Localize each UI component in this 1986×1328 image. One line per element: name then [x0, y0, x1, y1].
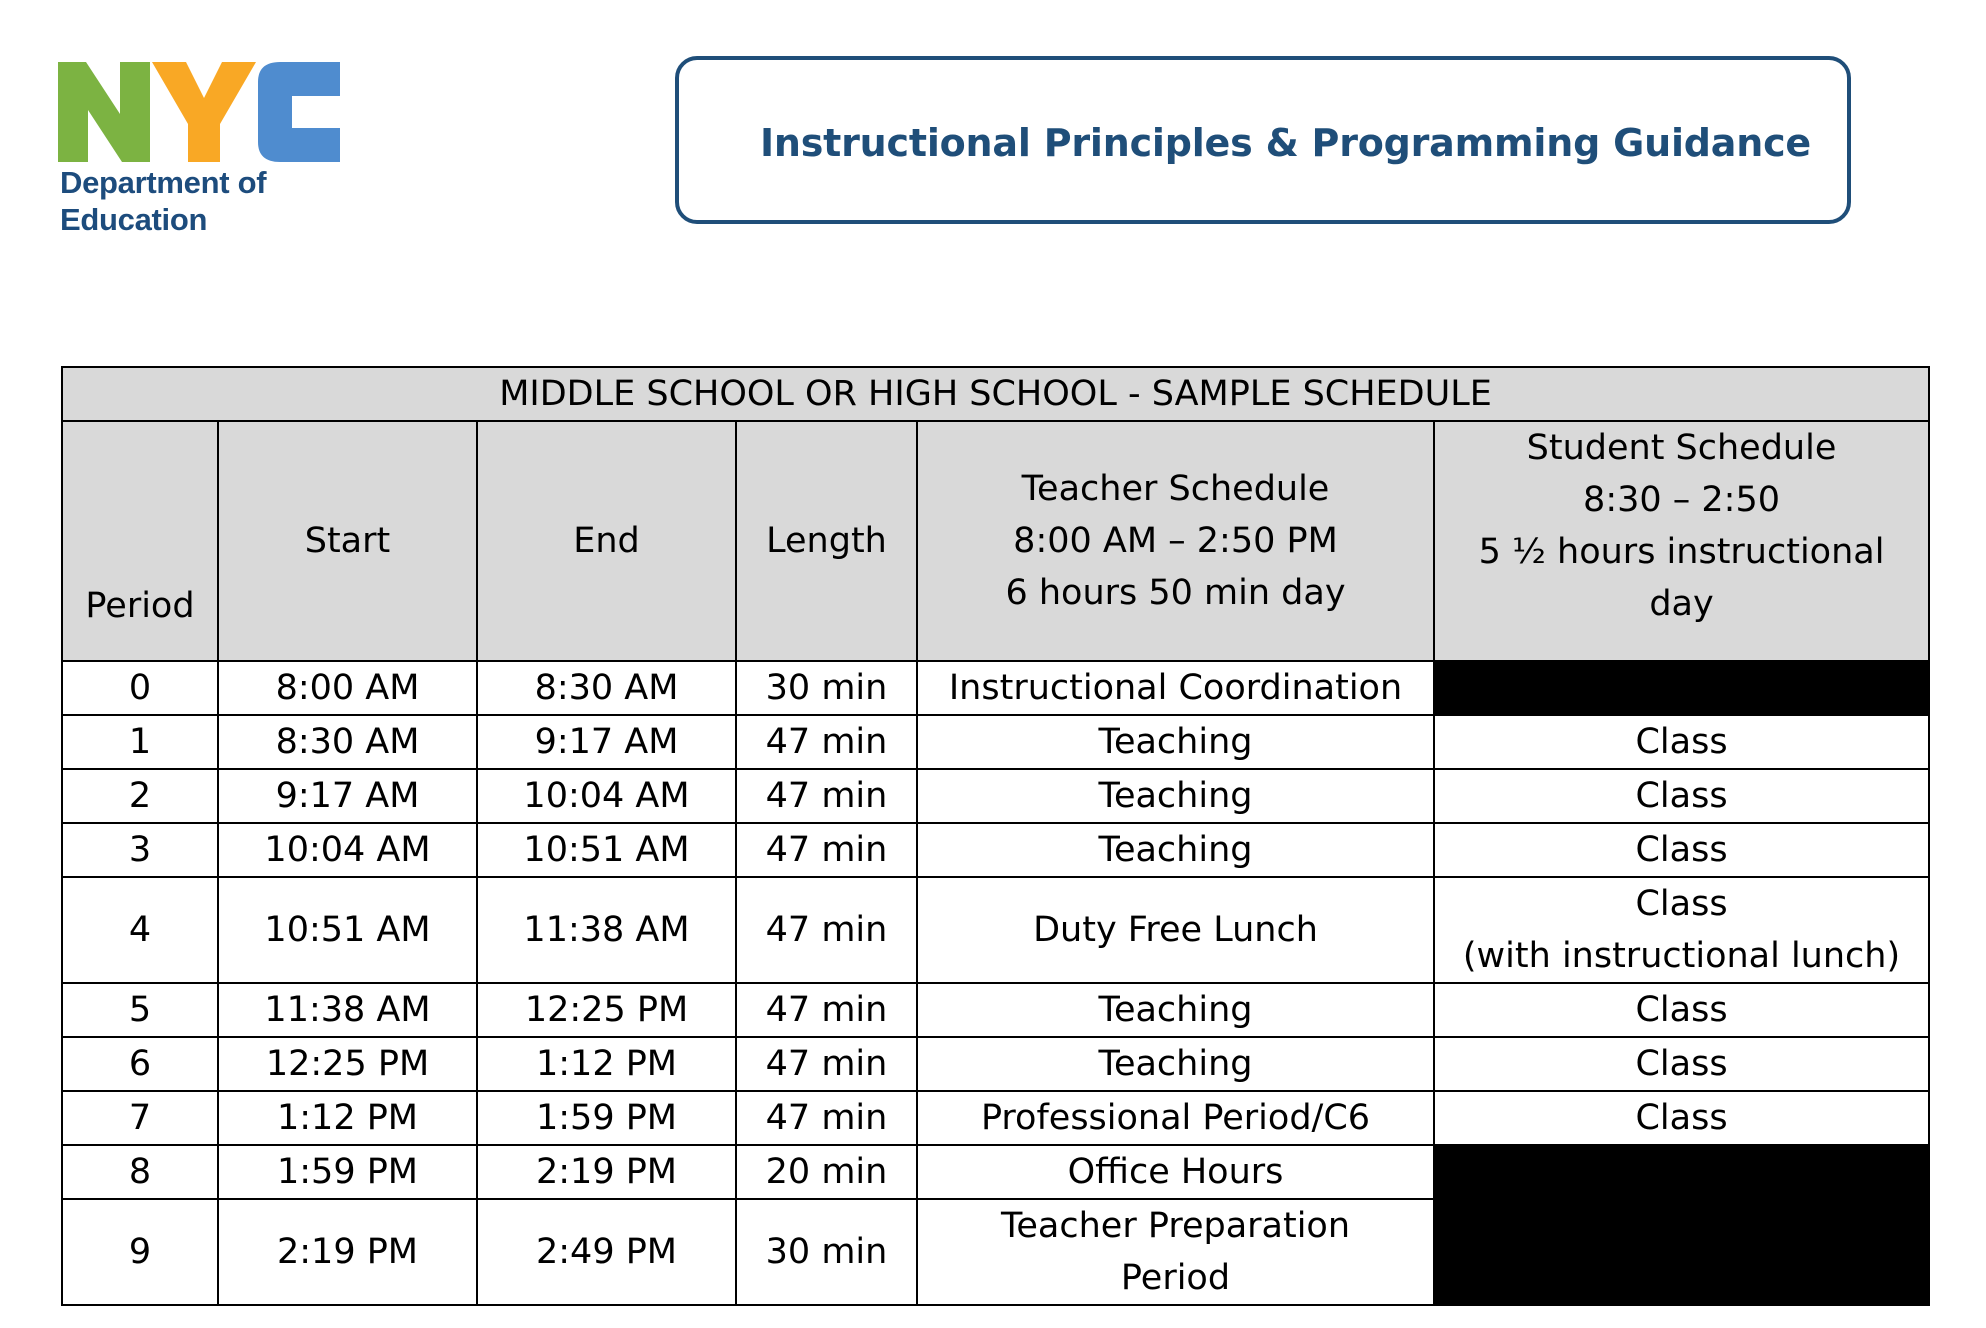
cell-student-schedule [1434, 877, 1929, 983]
teacher-activity: Teacher Preparation [1000, 1206, 1351, 1246]
cell-period: 7 [62, 1091, 218, 1145]
logo-letter-n [58, 62, 150, 162]
header-student-line: day [1649, 584, 1714, 624]
cell-teacher-schedule [917, 1037, 1434, 1091]
cell-period: 0 [62, 661, 218, 715]
table-row [62, 715, 1929, 769]
cell-teacher-schedule [917, 983, 1434, 1037]
cell-student-schedule [1434, 715, 1929, 769]
cell-length: 47 min [736, 823, 917, 877]
table-row [62, 877, 1929, 983]
cell-length: 47 min [736, 1037, 917, 1091]
cell-student-blackout [1434, 1145, 1929, 1199]
teacher-activity: Office Hours [1067, 1152, 1284, 1192]
cell-start: 2:19 PM [218, 1199, 477, 1305]
cell-teacher-schedule [917, 1091, 1434, 1145]
table-row [62, 1091, 1929, 1145]
title-box [675, 56, 1851, 224]
cell-teacher-schedule [917, 877, 1434, 983]
header-teacher-line: 6 hours 50 min day [1005, 573, 1346, 613]
student-activity: Class [1635, 776, 1728, 816]
cell-teacher-schedule [917, 661, 1434, 715]
cell-period: 5 [62, 983, 218, 1037]
student-activity: Class [1635, 1044, 1728, 1084]
teacher-activity: Teaching [1098, 830, 1253, 870]
cell-teacher-schedule [917, 1199, 1434, 1305]
table-caption-row [62, 367, 1929, 421]
table-header-row [62, 421, 1929, 661]
table-caption: MIDDLE SCHOOL OR HIGH SCHOOL - SAMPLE SCHEDULE [62, 367, 1929, 421]
table-row [62, 983, 1929, 1037]
table-row [62, 1145, 1929, 1199]
cell-start: 10:04 AM [218, 823, 477, 877]
cell-length: 30 min [736, 1199, 917, 1305]
logo-letter-y [152, 62, 256, 162]
nyc-doe-logo [58, 62, 358, 242]
cell-length: 20 min [736, 1145, 917, 1199]
cell-student-schedule [1434, 1037, 1929, 1091]
cell-period: 9 [62, 1199, 218, 1305]
cell-student-schedule [1434, 769, 1929, 823]
table-row [62, 1199, 1929, 1305]
student-activity: Class [1635, 1098, 1728, 1138]
cell-student-blackout [1434, 661, 1929, 715]
cell-start: 9:17 AM [218, 769, 477, 823]
teacher-activity: Teaching [1098, 990, 1253, 1030]
cell-student-schedule [1434, 1091, 1929, 1145]
header-student-line: 5 ½ hours instructional [1478, 532, 1885, 572]
header-length: Length [736, 421, 917, 661]
cell-start: 8:00 AM [218, 661, 477, 715]
student-activity: Class [1635, 722, 1728, 762]
cell-period: 1 [62, 715, 218, 769]
header-teacher-schedule [917, 421, 1434, 661]
logo-department-text [60, 164, 266, 238]
teacher-activity: Teaching [1098, 1044, 1253, 1084]
header-student-line: 8:30 – 2:50 [1583, 480, 1780, 520]
table-row [62, 661, 1929, 715]
table-body [62, 661, 1929, 1305]
cell-end: 12:25 PM [477, 983, 736, 1037]
cell-end: 8:30 AM [477, 661, 736, 715]
cell-end: 11:38 AM [477, 877, 736, 983]
cell-length: 47 min [736, 983, 917, 1037]
cell-period: 8 [62, 1145, 218, 1199]
cell-length: 47 min [736, 1091, 917, 1145]
header-end: End [477, 421, 736, 661]
cell-teacher-schedule [917, 715, 1434, 769]
cell-length: 47 min [736, 769, 917, 823]
logo-line-1: Department of [60, 165, 267, 200]
table-row [62, 1037, 1929, 1091]
teacher-activity: Professional Period/C6 [980, 1098, 1371, 1138]
teacher-activity: Teaching [1098, 722, 1253, 762]
teacher-activity: Period [1120, 1258, 1231, 1298]
cell-student-schedule [1434, 983, 1929, 1037]
cell-start: 8:30 AM [218, 715, 477, 769]
cell-start: 1:12 PM [218, 1091, 477, 1145]
cell-teacher-schedule [917, 769, 1434, 823]
cell-start: 12:25 PM [218, 1037, 477, 1091]
header-teacher-line: Teacher Schedule [1021, 469, 1330, 509]
header-teacher-line: 8:00 AM – 2:50 PM [1013, 521, 1338, 561]
cell-end: 10:04 AM [477, 769, 736, 823]
student-activity: Class [1635, 830, 1728, 870]
sample-schedule-table [61, 366, 1930, 1306]
cell-period: 6 [62, 1037, 218, 1091]
cell-end: 10:51 AM [477, 823, 736, 877]
cell-period: 2 [62, 769, 218, 823]
header-student-line: Student Schedule [1526, 428, 1837, 468]
teacher-activity: Duty Free Lunch [1033, 910, 1318, 950]
teacher-activity: Instructional Coordination [948, 668, 1403, 708]
cell-period: 4 [62, 877, 218, 983]
cell-end: 2:19 PM [477, 1145, 736, 1199]
header-student-schedule [1434, 421, 1929, 661]
student-activity: Class [1635, 884, 1728, 924]
cell-length: 30 min [736, 661, 917, 715]
cell-start: 10:51 AM [218, 877, 477, 983]
student-activity: Class [1635, 990, 1728, 1030]
cell-period: 3 [62, 823, 218, 877]
cell-teacher-schedule [917, 823, 1434, 877]
cell-student-schedule [1434, 823, 1929, 877]
cell-end: 1:12 PM [477, 1037, 736, 1091]
cell-teacher-schedule [917, 1145, 1434, 1199]
header-period: Period [62, 421, 218, 661]
table-row [62, 769, 1929, 823]
cell-end: 9:17 AM [477, 715, 736, 769]
header-start: Start [218, 421, 477, 661]
cell-length: 47 min [736, 715, 917, 769]
logo-letter-c [258, 62, 340, 162]
cell-length: 47 min [736, 877, 917, 983]
table-row [62, 823, 1929, 877]
student-activity: (with instructional lunch) [1462, 936, 1901, 976]
cell-student-blackout [1434, 1199, 1929, 1305]
cell-start: 11:38 AM [218, 983, 477, 1037]
nyc-logo-mark [58, 62, 340, 162]
cell-start: 1:59 PM [218, 1145, 477, 1199]
cell-end: 2:49 PM [477, 1199, 736, 1305]
page-title: Instructional Principles & Programming Guidance [759, 121, 1811, 165]
logo-line-2: Education [60, 202, 208, 237]
cell-end: 1:59 PM [477, 1091, 736, 1145]
teacher-activity: Teaching [1098, 776, 1253, 816]
